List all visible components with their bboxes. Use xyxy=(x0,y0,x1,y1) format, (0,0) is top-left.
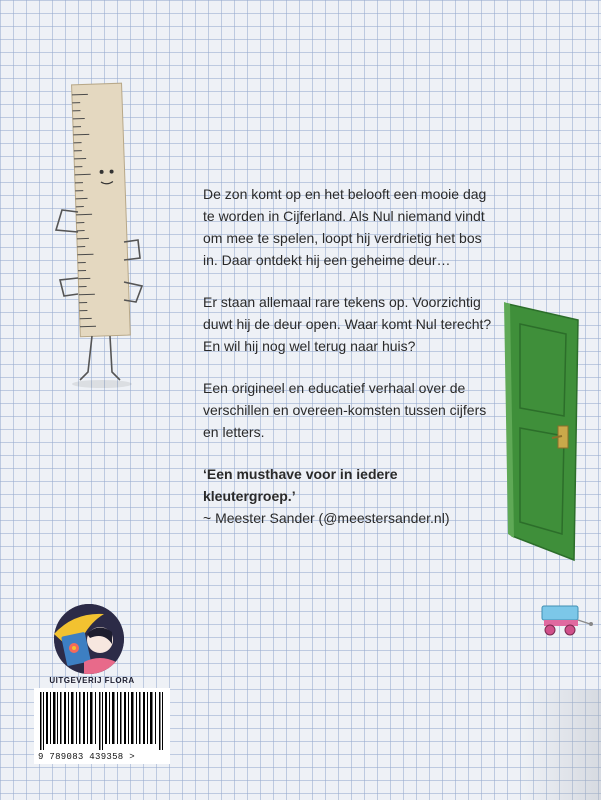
review-quote-block xyxy=(203,463,493,529)
toy-cart-illustration xyxy=(536,600,596,640)
review-attribution: ~ Meester Sander (@meestersander.nl) xyxy=(203,510,450,526)
publisher-logo xyxy=(54,604,124,674)
blurb-paragraph-2: Er staan allemaal rare tekens op. Voorzichtig duwt hij de deur open. Waar komt Nul terecht? En wil hij nog wel terug naar huis? xyxy=(203,294,492,354)
publisher-logo-art xyxy=(54,604,124,674)
publisher-name: UITGEVERIJ FLORA xyxy=(49,676,135,685)
ruler-character-illustration xyxy=(50,82,160,392)
barcode-bars xyxy=(34,688,170,750)
page-shadow xyxy=(520,690,601,800)
back-cover-blurb xyxy=(203,183,493,529)
barcode-number: 9 789083 439358 > xyxy=(38,752,135,762)
green-door-illustration xyxy=(500,298,590,568)
blurb-paragraph-3: Een origineel en educatief verhaal over de verschillen en overeen-komsten tussen cijfers en letters. xyxy=(203,380,487,440)
blurb-paragraph-1: De zon komt op en het belooft een mooie dag te worden in Cijferland. Als Nul niemand vindt om mee te spelen, loopt hij verdrietig het bos in. Daar ontdekt hij een geheime deur… xyxy=(203,186,487,268)
review-quote: ‘Een musthave voor in iedere kleutergroep.’ xyxy=(203,466,398,504)
